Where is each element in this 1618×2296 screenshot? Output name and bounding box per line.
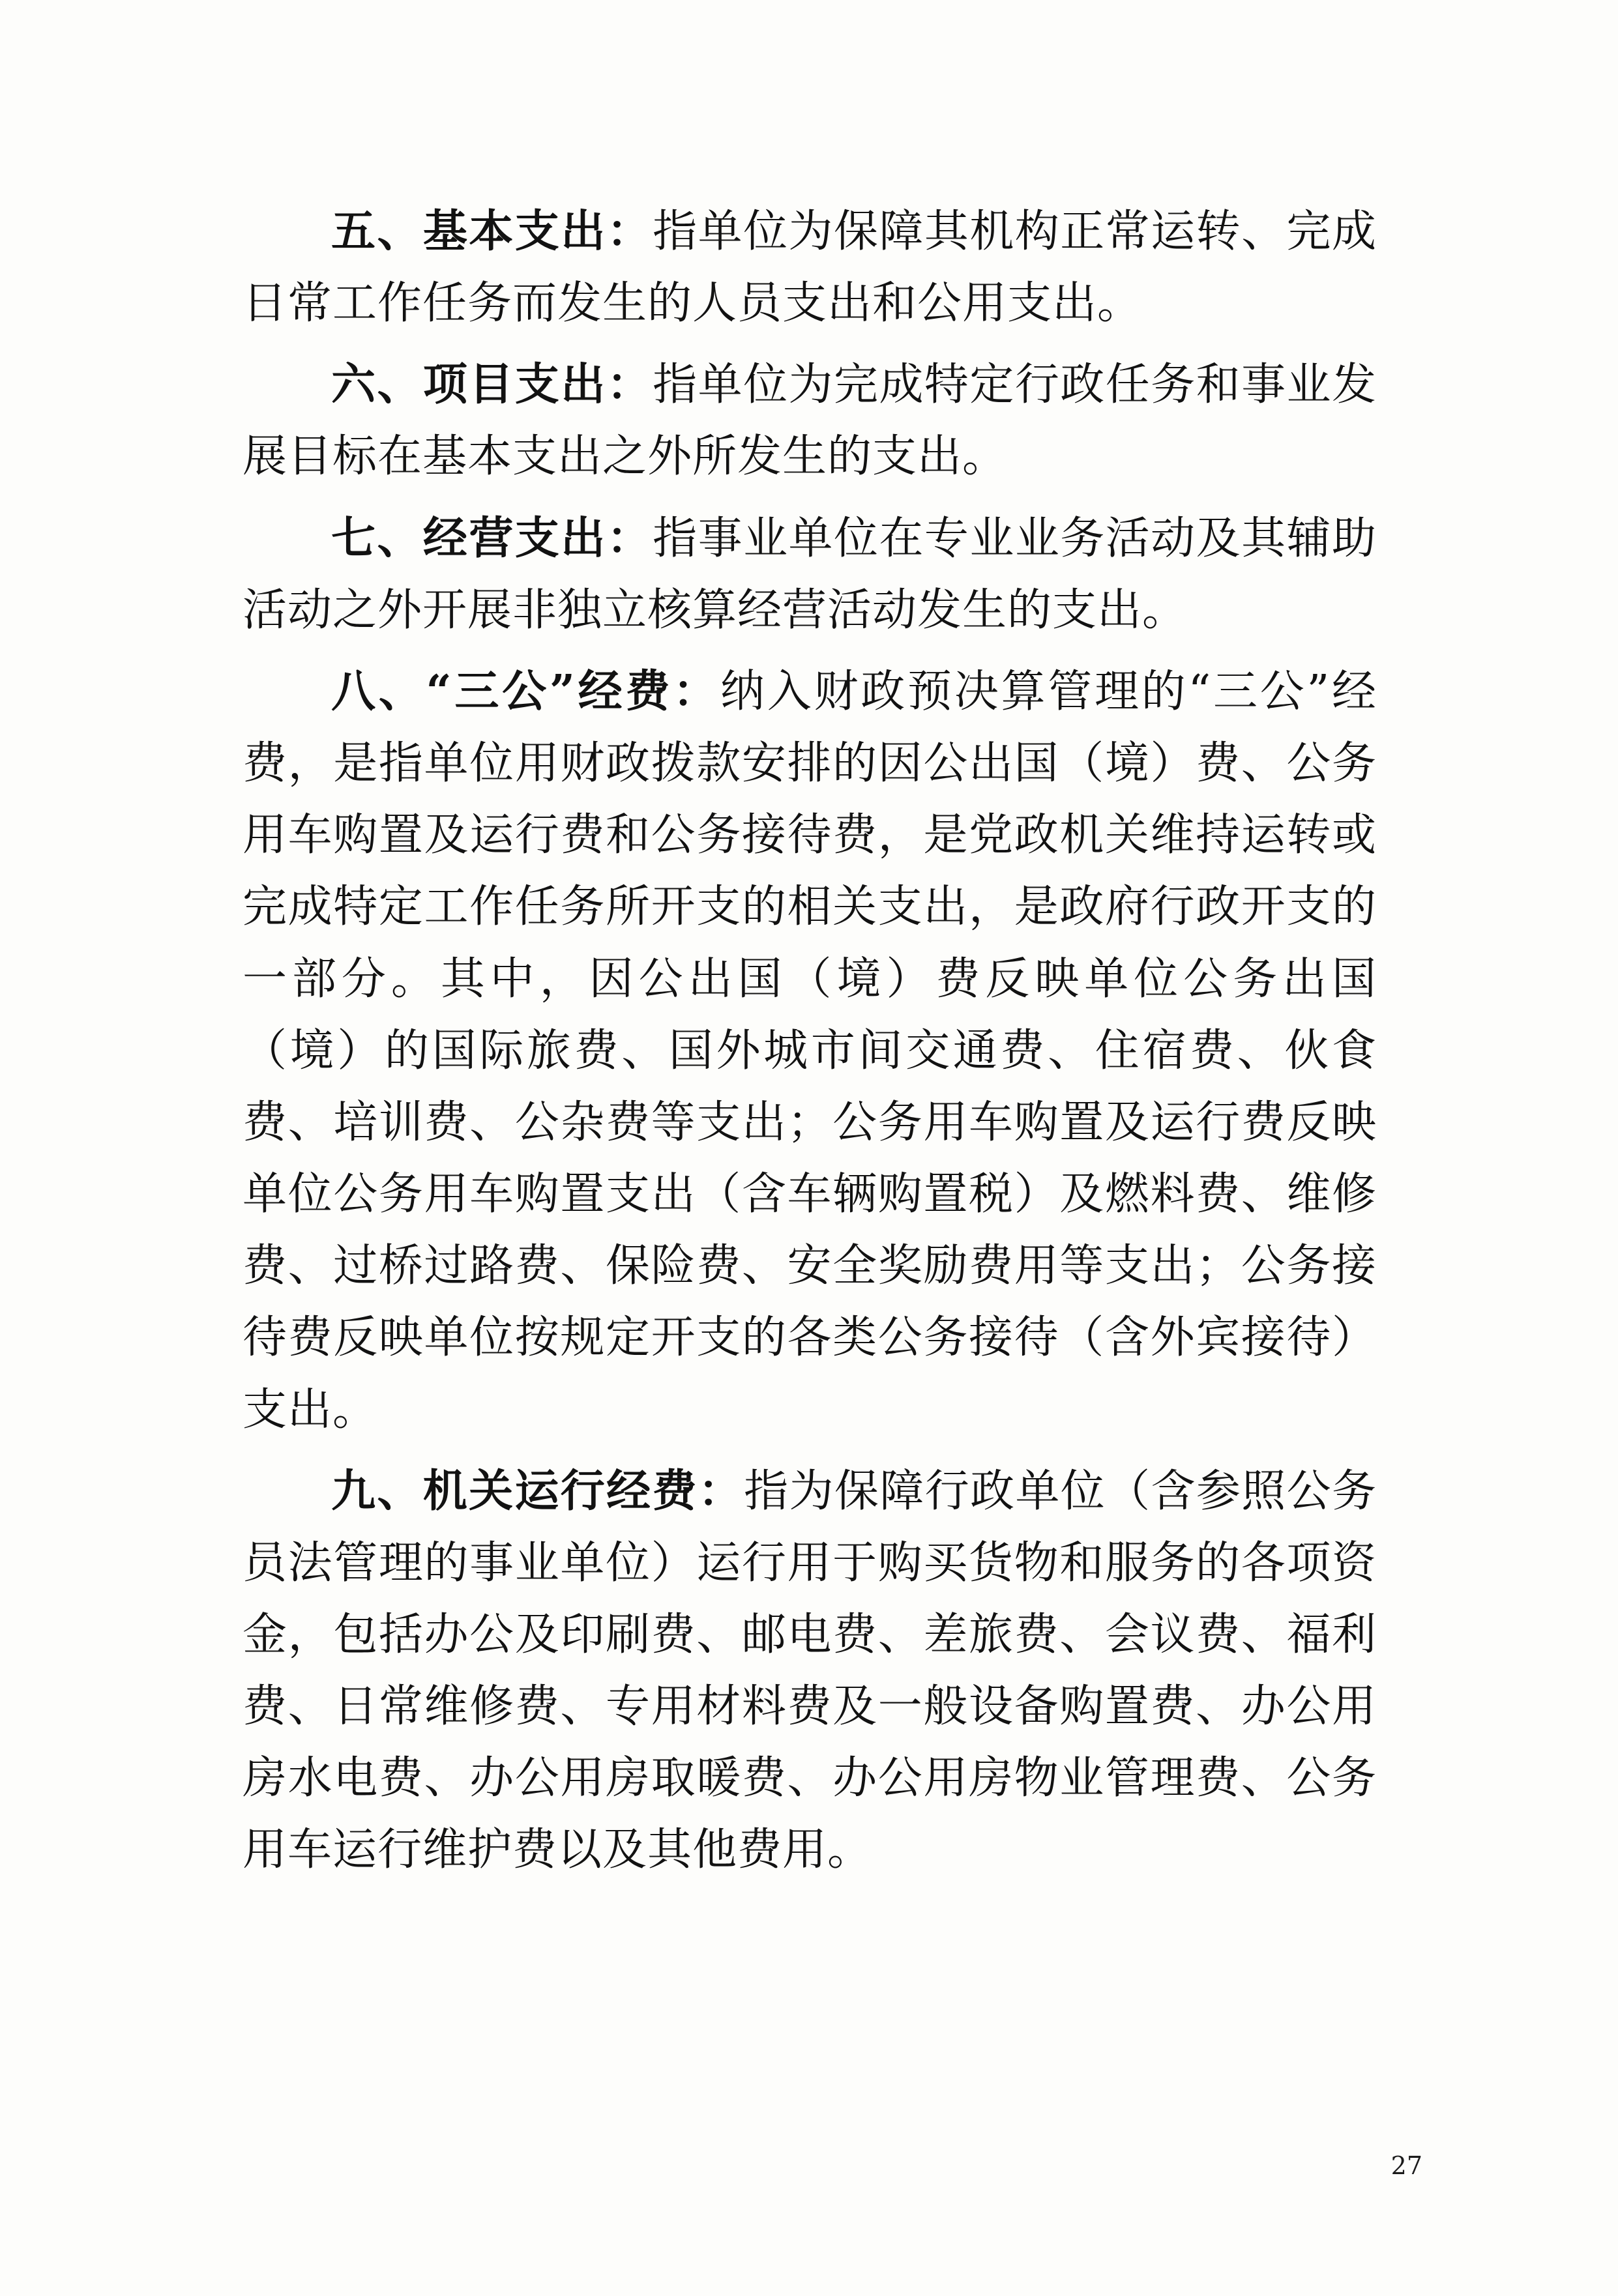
paragraph-item-8: [243, 656, 1377, 1446]
paragraph-lead-9: 九、机关运行经费：: [331, 1464, 744, 1517]
document-body: [243, 196, 1377, 1896]
paragraph-item-7: [243, 502, 1377, 647]
paragraph-text-7: 指事业单位在专业业务活动及其辅助活动之外开展非独立核算经营活动发生的支出。: [243, 512, 1377, 636]
paragraph-item-9: [243, 1455, 1377, 1887]
paragraph-lead-7: 七、经营支出：: [331, 512, 653, 564]
paragraph-item-5: [243, 196, 1377, 340]
paragraph-text-8: 纳入财政预决算管理的“三公”经费，是指单位用财政拨款安排的因公出国（境）费、公务用车购置及运行费和公务接待费，是党政机关维持运转或完成特定工作任务所开支的相关支出，是政府行政开支的一部分。其中，因公出国（境）费反映单位公务出国（境）的国际旅费、国外城市间交通费、住宿费、伙食费、培训费、公杂费等支出；公务用车购置及运行费反映单位公务用车购置支出（含车辆购置税）及燃料费、维修费、过桥过路费、保险费、安全奖励费用等支出；公务接待费反映单位按规定开支的各类公务接待（含外宾接待）支出。: [243, 665, 1377, 1436]
paragraph-text-6: 指单位为完成特定行政任务和事业发展目标在基本支出之外所发生的支出。: [243, 359, 1377, 483]
paragraph-lead-8: 八、“三公”经费：: [331, 665, 720, 718]
paragraph-item-6: [243, 349, 1377, 493]
paragraph-lead-5: 五、基本支出：: [331, 205, 653, 257]
paragraph-text-9: 指为保障行政单位（含参照公务员法管理的事业单位）运行用于购买货物和服务的各项资金，包括办公及印刷费、邮电费、差旅费、会议费、福利费、日常维修费、专用材料费及一般设备购置费、办公用房水电费、办公用房取暖费、办公用房物业管理费、公务用车运行维护费以及其他费用。: [243, 1465, 1377, 1876]
paragraph-text-5: 指单位为保障其机构正常运转、完成日常工作任务而发生的人员支出和公用支出。: [243, 206, 1377, 330]
page-number: 27: [1390, 2151, 1422, 2180]
paragraph-lead-6: 六、项目支出：: [331, 358, 653, 411]
